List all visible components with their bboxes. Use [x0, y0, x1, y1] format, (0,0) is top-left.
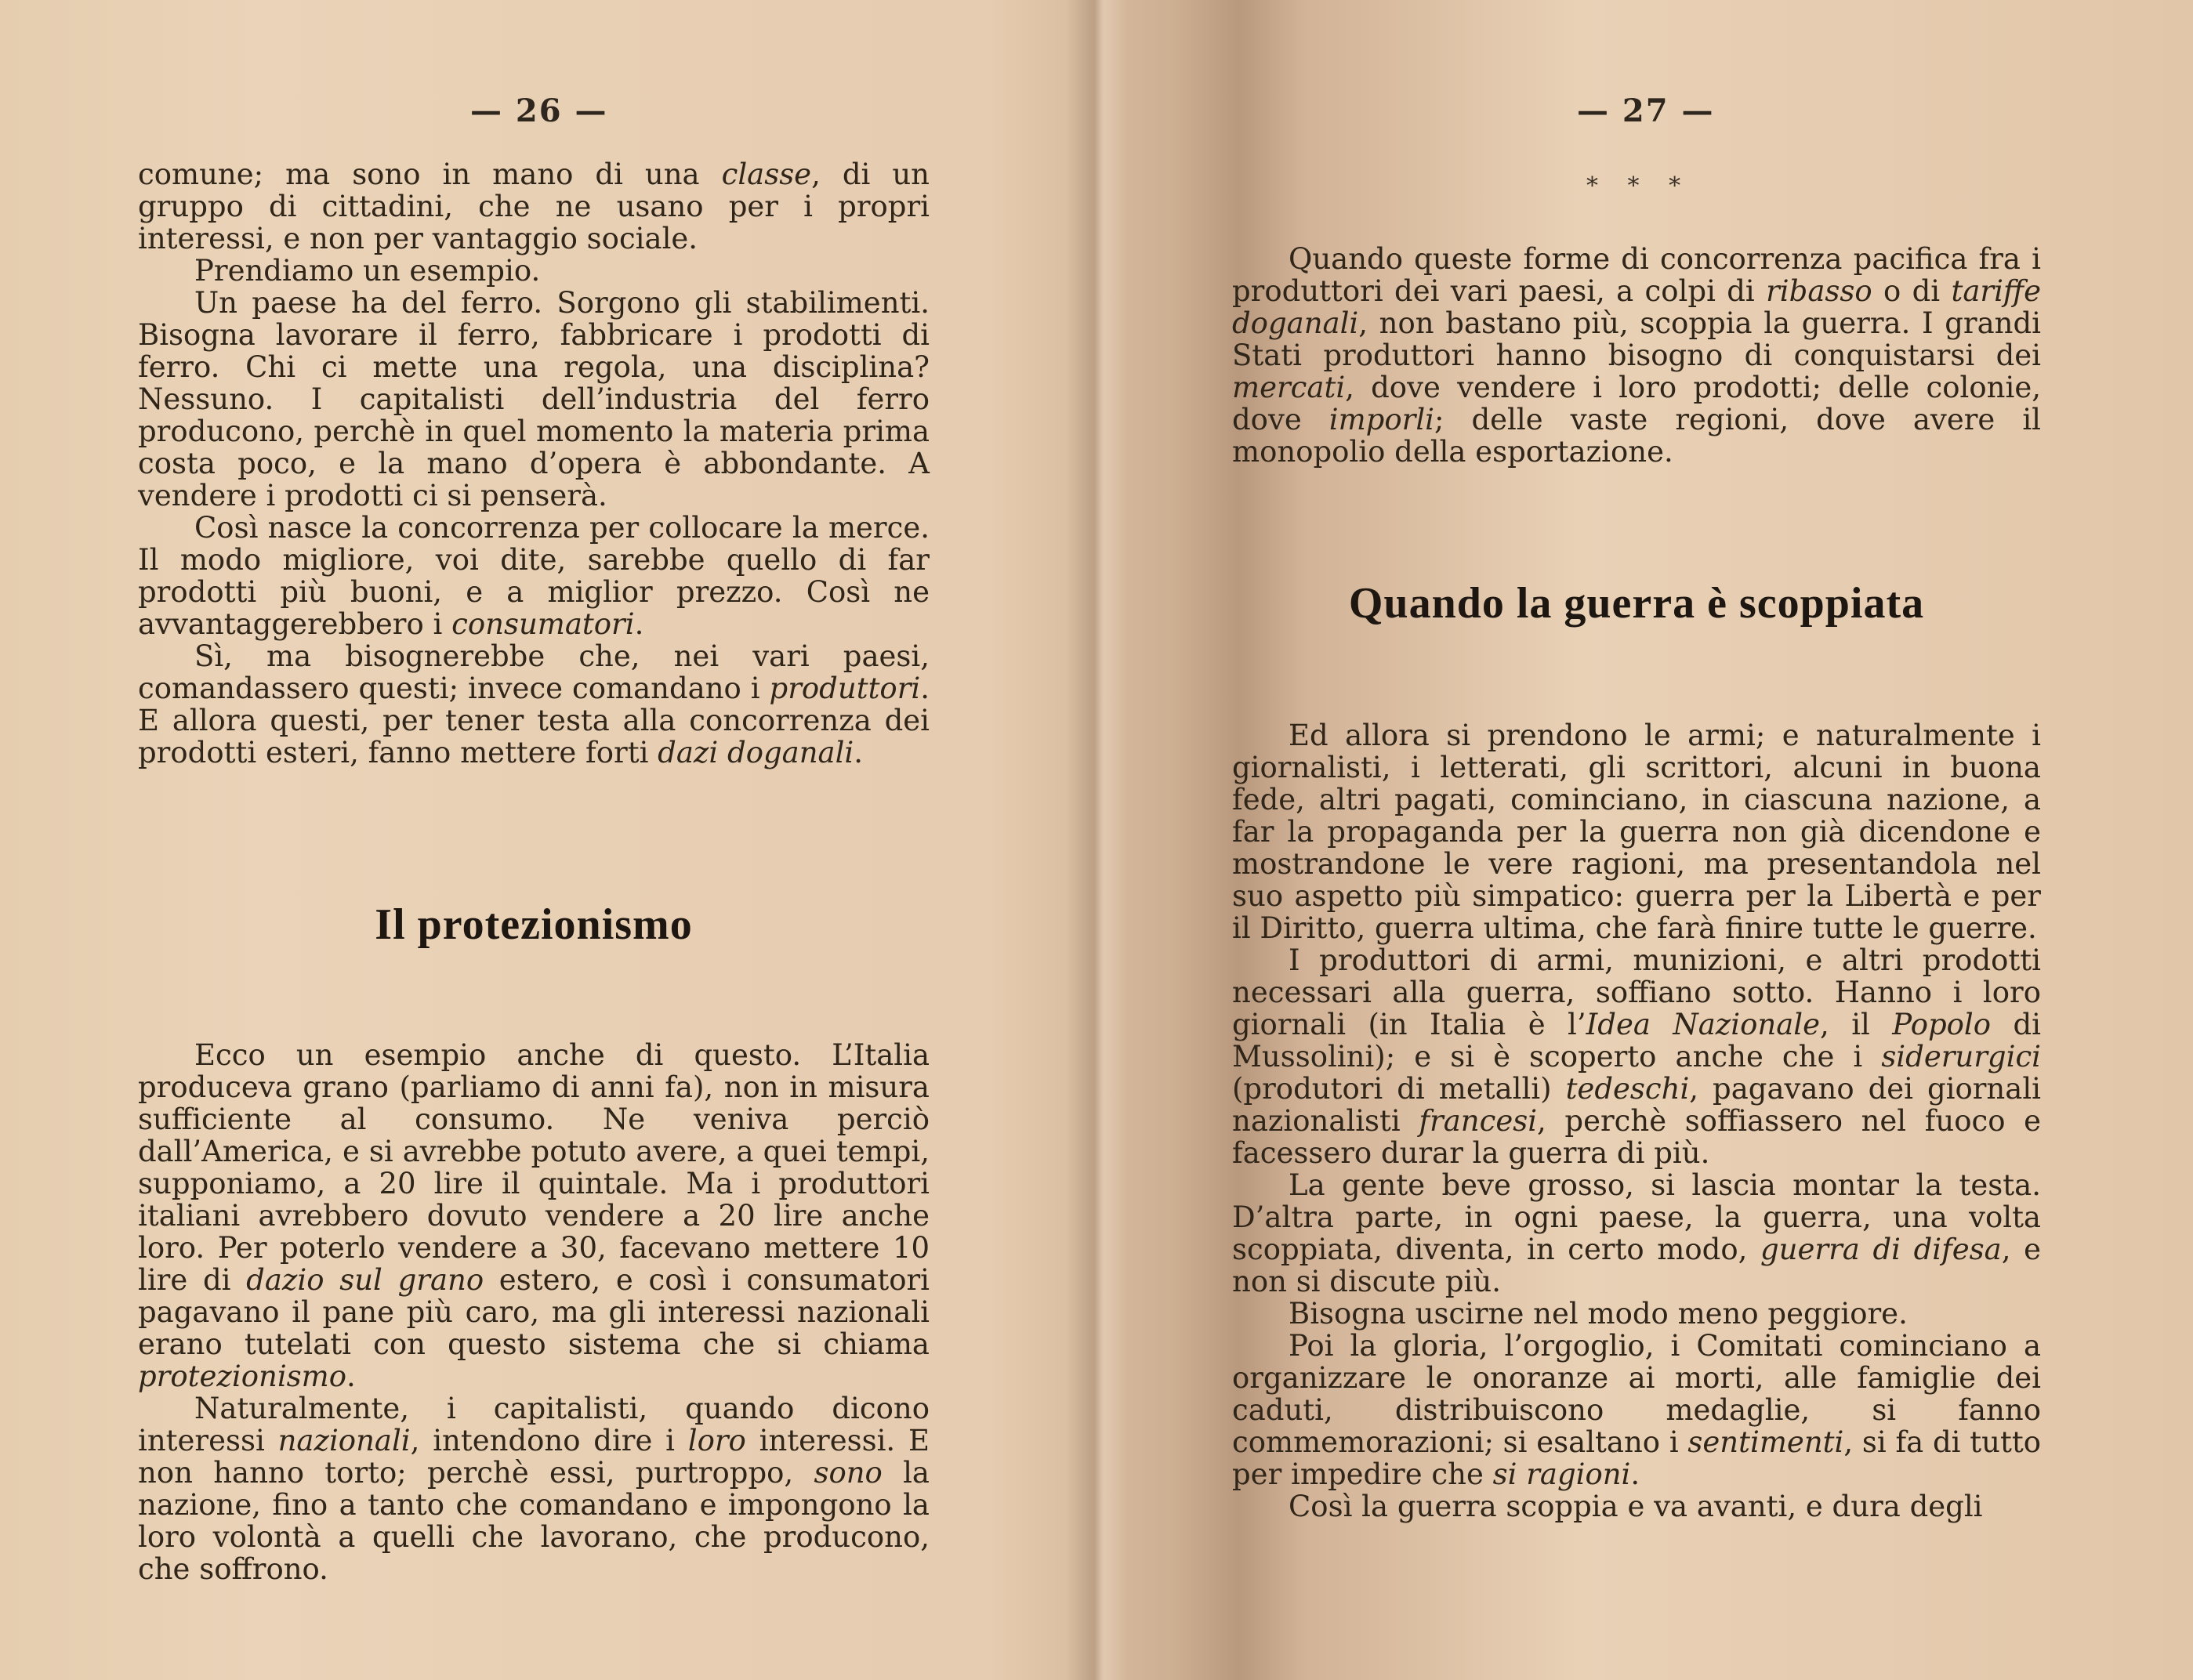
paragraph [1232, 719, 2041, 944]
paragraph [1232, 1169, 2041, 1298]
paragraph [138, 158, 930, 255]
text-run: Prendiamo un esempio. [194, 254, 541, 288]
text-run: . [854, 736, 864, 769]
text-run: I produttori di armi, munizioni, e altri prodotti necessari alla guerra, soffiano sotto. Hanno i loro giornali (in Italia è l’ [1232, 943, 2041, 1041]
italic-term: si ragioni [1492, 1457, 1631, 1491]
text-run: comune; ma sono in mano di una [138, 158, 722, 191]
paragraph [138, 1039, 930, 1392]
text-run: , perchè soffiassero nel fuoco e facessero durar la guerra di più. [1232, 1104, 2041, 1170]
text-run: . E allora questi, per tener testa alla concorrenza dei prodotti esteri, fanno mettere forti [138, 672, 930, 769]
text-run: . [346, 1360, 356, 1393]
text-run: Così nasce la concorrenza per collocare la merce. Il modo migliore, voi dite, sarebbe quello di far prodotti più buoni, e a miglior prezzo. Così ne avvantaggerebbero i [138, 511, 930, 641]
paragraph [138, 255, 930, 287]
right-body-text [1232, 719, 2041, 1522]
text-run: interessi. E non hanno torto; perchè essi, purtroppo, [138, 1424, 930, 1490]
paragraph [138, 640, 930, 769]
paragraph [1232, 243, 2041, 468]
italic-term: sono [814, 1456, 883, 1490]
italic-term: guerra di difesa [1760, 1233, 2002, 1266]
text-run: Poi la gloria, l’orgoglio, i Comitati cominciano a organizzare le onoranze ai morti, alle famiglie dei caduti, distribuiscono medaglie, si fanno commemorazioni; si esaltano i [1232, 1329, 2041, 1459]
text-run: . [634, 607, 644, 641]
italic-term: produttori [769, 672, 921, 705]
paragraph [1232, 1490, 2041, 1522]
italic-term: dazi doganali [658, 736, 854, 769]
text-run: , intendono dire i [410, 1424, 688, 1457]
text-run: La gente beve grosso, si lascia montar la testa. D’altra parte, in ogni paese, la guerra, una volta scoppiata, diventa, in certo modo, [1232, 1168, 2041, 1266]
italic-term: dazio sul grano [246, 1263, 484, 1297]
text-run: , il [1820, 1008, 1893, 1041]
italic-term: loro [687, 1424, 746, 1457]
italic-term: protezionismo [138, 1360, 347, 1393]
text-run: , di un gruppo di cittadini, che ne usano per i propri interessi, e non per vantaggio sociale. [138, 158, 930, 255]
italic-term: tariffe doganali [1232, 274, 2042, 340]
paragraph [1232, 1330, 2041, 1490]
left-body-text [138, 1039, 930, 1585]
text-run: ; delle vaste regioni, dove avere il monopolio della esportazione. [1232, 403, 2041, 469]
text-run: (produtori di metalli) [1232, 1072, 1566, 1106]
text-run: Naturalmente, i capitalisti, quando dicono interessi [138, 1392, 930, 1457]
text-run: , dove vendere i loro prodotti; delle colonie, dove [1232, 371, 2041, 436]
text-run: Sì, ma bisognerebbe che, nei vari paesi, comandassero questi; invece comandano i [138, 639, 930, 705]
text-run: di Mussolini); e si è scoperto anche che i [1232, 1008, 2041, 1074]
section-separator: * * * [1586, 172, 1692, 200]
italic-term: nazionali [277, 1424, 411, 1457]
paragraph [1232, 1298, 2041, 1330]
text-run: o di [1872, 274, 1952, 308]
italic-term: Popolo [1892, 1008, 1992, 1041]
paragraph [138, 512, 930, 640]
text-run: Un paese ha del ferro. Sorgono gli stabilimenti. Bisogna lavorare il ferro, fabbricare i prodotti di ferro. Chi ci mette una regola, una disciplina? Nessuno. I capitalisti dell’industria del ferro producono, perchè in quel momento la materia prima costa poco, e la mano d’opera è abbondante. A vendere i prodotti ci si penserà. [138, 286, 930, 512]
italic-term: classe [721, 158, 812, 191]
left-intro-text [138, 158, 930, 769]
paragraph [138, 1392, 930, 1585]
left-section-heading: Il protezionismo [375, 900, 693, 949]
text-run: Ed allora si prendono le armi; e naturalmente i giornalisti, i letterati, gli scrittori, alcuni in buona fede, altri pagati, cominciano, in ciascuna nazione, a far la propaganda per la guerra non già dicendone e mostrandone le vere ragioni, ma presentandola nel suo aspetto più simpatico: guerra per la Libertà e per il Diritto, guerra ultima, che farà finire tutte le guerre. [1232, 719, 2041, 945]
paragraph [1232, 944, 2041, 1169]
right-intro-text [1232, 243, 2041, 468]
italic-term: tedeschi [1565, 1072, 1690, 1106]
text-run: , si fa di tutto per impedire che [1232, 1425, 2041, 1491]
italic-term: ribasso [1766, 274, 1872, 308]
text-run: Bisogna uscirne nel modo meno peggiore. [1289, 1297, 1908, 1331]
paragraph [138, 287, 930, 512]
text-run: . [1630, 1457, 1640, 1491]
italic-term: sentimenti [1687, 1425, 1844, 1459]
text-run: , pagavano dei giornali nazionalisti [1232, 1072, 2041, 1138]
italic-term: siderurgici [1881, 1040, 2041, 1074]
text-run: Così la guerra scoppia e va avanti, e dura degli [1289, 1490, 1983, 1523]
text-run: , e non si discute più. [1232, 1233, 2041, 1298]
text-run: la nazione, fino a tanto che comandano e impongono la loro volontà a quelli che lavorano, che producono, che soffrono. [138, 1456, 930, 1586]
italic-term: francesi [1419, 1104, 1538, 1138]
page-number-right: — 27 — [1577, 92, 1715, 129]
italic-term: Idea Nazionale [1586, 1008, 1820, 1041]
italic-term: mercati [1232, 371, 1346, 404]
right-page [1113, 0, 2193, 1680]
text-run: Quando queste forme di concorrenza pacifica fra i produttori dei vari paesi, a colpi di [1232, 242, 2041, 308]
right-section-heading: Quando la guerra è scoppiata [1348, 579, 1925, 628]
page-number-left: — 26 — [470, 92, 608, 129]
italic-term: consumatori [451, 607, 635, 641]
italic-term: imporli [1328, 403, 1434, 436]
text-run: estero, e così i consumatori pagavano il pane più caro, ma gli interessi nazionali erano tutelati con questo sistema che si chiama [138, 1263, 930, 1361]
text-run: Ecco un esempio anche di questo. L’Italia produceva grano (parliamo di anni fa), non in misura sufficiente al consumo. Ne veniva perciò dall’America, e si avrebbe potuto avere, a quei tempi, supponiamo, a 20 lire il quintale. Ma i produttori italiani avrebbero dovuto vendere a 20 lire anche loro. Per poterlo vendere a 30, facevano mettere 10 lire di [138, 1038, 930, 1297]
text-run: , non bastano più, scoppia la guerra. I grandi Stati produttori hanno bisogno di conquistarsi dei [1232, 306, 2041, 372]
